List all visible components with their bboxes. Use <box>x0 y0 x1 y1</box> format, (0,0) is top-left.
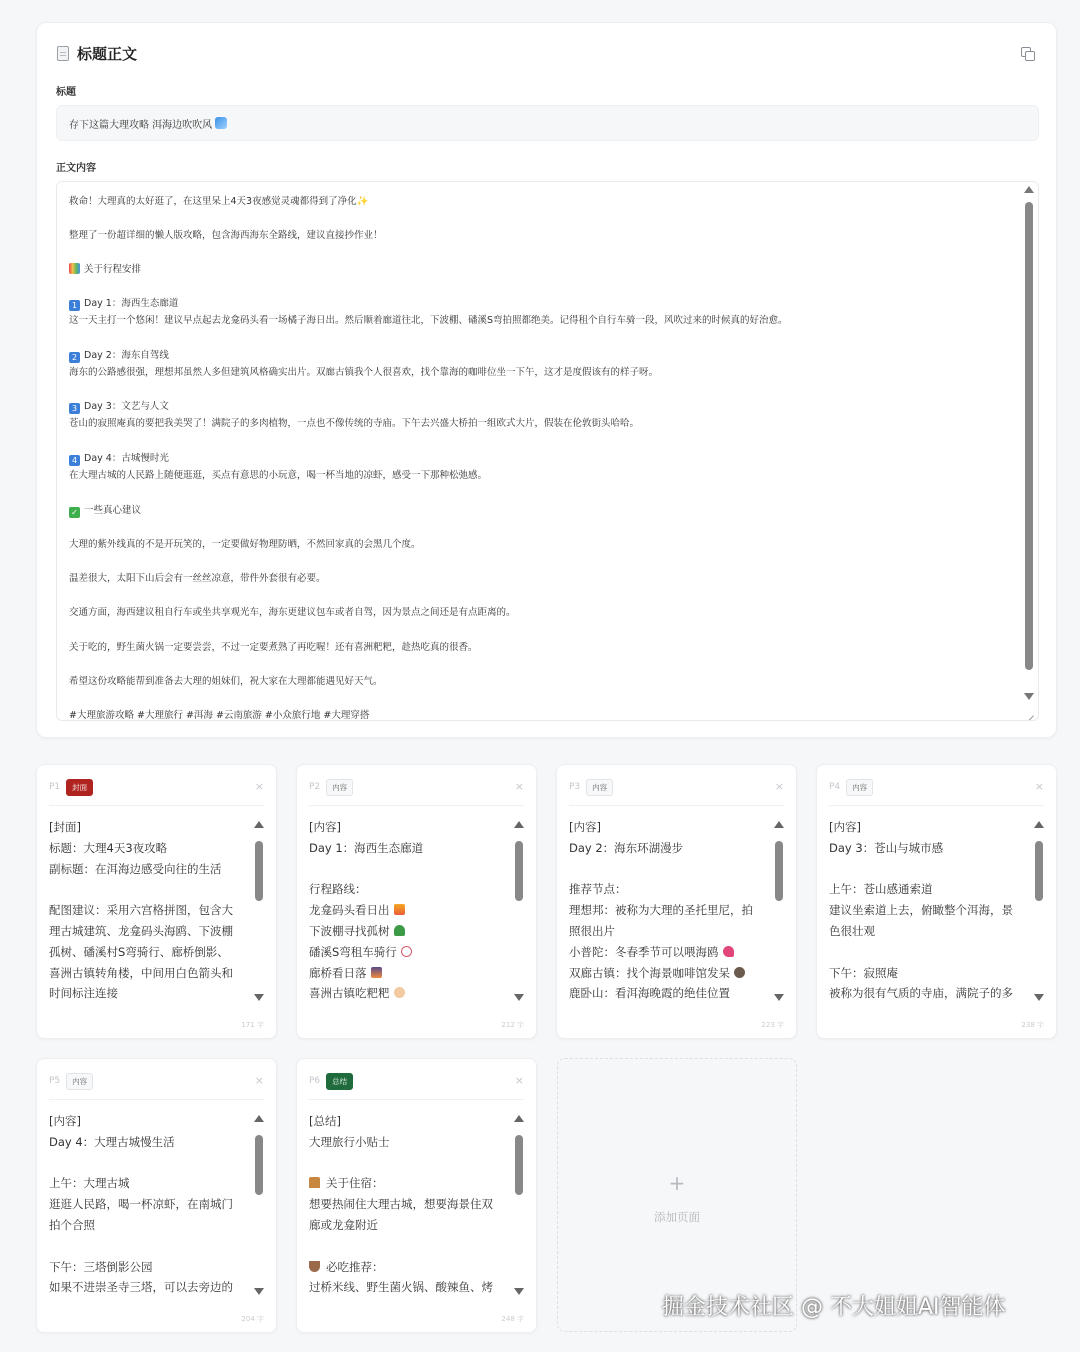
bicycle-icon <box>401 946 412 957</box>
plus-icon: + <box>668 1171 686 1195</box>
content-line: [内容] <box>829 820 861 834</box>
body-line: 希望这份攻略能帮到准备去大理的姐妹们，祝大家在大理都能遇见好天气。 <box>69 676 383 687</box>
body-line: 交通方面，海西建议租自行车或坐共享观光车，海东更建议包车或者自驾，因为景点之间还是有点距离的。 <box>69 607 516 618</box>
content-line: 逛逛人民路，喝一杯凉虾，在南城门 <box>49 1197 233 1212</box>
page-card-p1[interactable] <box>36 764 277 1039</box>
scroll-down-arrow-icon[interactable] <box>1034 994 1044 1001</box>
scroll-thumb[interactable] <box>775 841 783 901</box>
char-count: 238 字 <box>1021 1021 1044 1029</box>
page-card-header <box>829 779 1044 795</box>
divider <box>309 805 524 806</box>
content-line: 廊或龙龛附近 <box>309 1217 378 1232</box>
body-line: 整理了一份超详细的懒人版攻略，包含海西海东全路线，建议直接抄作业！ <box>69 230 383 241</box>
content-line <box>49 879 249 900</box>
keycap-2-icon: 2 <box>69 352 80 363</box>
content-line: 上午：苍山感通索道 <box>829 882 933 897</box>
content-line: Day 2：海东环湖漫步 <box>569 840 684 855</box>
content-line: 下波棚寻找孤树 <box>309 921 509 942</box>
char-count: 212 字 <box>501 1021 524 1029</box>
content-line: 喜洲古镇吃粑粑 <box>309 983 509 1004</box>
close-icon[interactable]: × <box>254 1074 264 1087</box>
content-line: 下午：寂照庵 <box>829 965 898 980</box>
page-number: P3 <box>569 782 581 792</box>
body-scrollbar[interactable] <box>1024 186 1034 700</box>
add-page-label: 添加页面 <box>654 1210 700 1224</box>
char-count: 204 字 <box>241 1315 264 1323</box>
body-line: 海东的公路感很强，理想邦虽然人多但建筑风格确实出片。双廊古镇我个人很喜欢，找个靠海的咖啡位坐一下午，这才是度假该有的样子呀。 <box>69 367 659 378</box>
content-line: 过桥米线、野生菌火锅、酸辣鱼、烤 <box>309 1280 493 1295</box>
content-line: 推荐节点： <box>569 882 627 897</box>
scroll-up-arrow-icon[interactable] <box>1034 821 1044 828</box>
divider <box>49 1099 264 1100</box>
page-card-p4[interactable] <box>816 764 1057 1039</box>
content-line: 下午：三塔倒影公园 <box>49 1259 153 1274</box>
close-icon[interactable]: × <box>514 1074 524 1087</box>
page-number: P2 <box>309 782 321 792</box>
content-line: Day 4：大理古城慢生活 <box>49 1134 175 1149</box>
scroll-down-arrow-icon[interactable] <box>1024 693 1034 700</box>
char-count: 223 字 <box>761 1021 784 1029</box>
content-line: 喜洲古镇转角楼，中间用白色箭头和 <box>49 965 233 980</box>
content-line: Day 1：海西生态廊道 <box>309 840 424 855</box>
content-line <box>49 1153 249 1174</box>
content-line: 如果不进崇圣寺三塔，可以去旁边的 <box>49 1280 233 1295</box>
page-card-header <box>569 779 784 795</box>
content-line: [总结] <box>309 1114 341 1128</box>
content-line: 孤树、磻溪村S弯骑行、廊桥倒影、 <box>49 944 229 959</box>
divider <box>829 805 1044 806</box>
page-card-header <box>49 779 264 795</box>
bird-icon <box>723 946 734 957</box>
content-line: 廊桥看日落 <box>309 963 509 984</box>
content-line: 双廊古镇：找个海景咖啡馆发呆 <box>569 963 769 984</box>
watermark: 掘金技术社区 @ 不大姐姐AI智能体 <box>662 1295 1006 1320</box>
keycap-1-icon: 1 <box>69 300 80 311</box>
content-line: 想要热闹住大理古城，想要海景住双 <box>309 1197 493 1212</box>
page-scrollbar[interactable] <box>254 1115 264 1295</box>
divider <box>49 805 264 806</box>
page-scrollbar[interactable] <box>774 821 784 1001</box>
page-scrollbar[interactable] <box>514 821 524 1001</box>
body-line: 2 Day 2：海东自驾线 <box>69 347 169 363</box>
content-line: 拍个合照 <box>49 1217 95 1232</box>
content-line: 副标题：在洱海边感受向往的生活 <box>49 861 222 876</box>
content-line <box>569 859 769 880</box>
content-line: 被称为很有气质的寺庙，满院子的多 <box>829 986 1013 1001</box>
page-content[interactable] <box>309 1111 509 1311</box>
page-scrollbar[interactable] <box>1034 821 1044 1001</box>
scroll-thumb[interactable] <box>1035 841 1043 901</box>
scroll-thumb[interactable] <box>515 841 523 901</box>
content-line: 磻溪S弯租车骑行 <box>309 942 509 963</box>
page-type-tag: 封面 <box>66 779 93 796</box>
page-card-p2[interactable] <box>296 764 537 1039</box>
content-line: 鹿卧山：看洱海晚霞的绝佳位置 <box>569 986 730 1001</box>
content-line: [内容] <box>49 1114 81 1128</box>
content-line <box>309 1153 509 1174</box>
scroll-thumb[interactable] <box>255 841 263 901</box>
body-line: #大理旅游攻略 #大理旅行 #洱海 #云南旅游 #小众旅行地 #大理穿搭 <box>69 710 370 721</box>
document-icon <box>57 46 69 61</box>
char-count: 248 字 <box>501 1315 524 1323</box>
page-scrollbar[interactable] <box>254 821 264 1001</box>
resize-handle-icon[interactable] <box>1024 706 1036 718</box>
content-line: 必吃推荐： <box>309 1257 509 1278</box>
scroll-up-arrow-icon[interactable] <box>254 821 264 828</box>
page-content[interactable] <box>49 1111 249 1311</box>
char-count: 171 字 <box>241 1021 264 1029</box>
scroll-down-arrow-icon[interactable] <box>514 994 524 1001</box>
content-line: 色很壮观 <box>829 923 875 938</box>
scroll-up-arrow-icon[interactable] <box>1024 186 1034 193</box>
scroll-thumb[interactable] <box>255 1135 263 1195</box>
page-content[interactable] <box>569 817 769 1017</box>
content-line: 大理旅行小贴士 <box>309 1134 390 1149</box>
page-number: P5 <box>49 1076 61 1086</box>
wave-emoji-icon <box>215 117 227 129</box>
body-textarea[interactable] <box>56 181 1039 721</box>
content-line: 龙龛码头看日出 <box>309 900 509 921</box>
content-line: [内容] <box>309 820 341 834</box>
body-line: 大理的紫外线真的不是开玩笑的，一定要做好物理防晒，不然回家真的会黑几个度。 <box>69 539 421 550</box>
bowl-icon <box>309 1261 320 1272</box>
page-number: P6 <box>309 1076 321 1086</box>
body-line: ✓ 一些真心建议 <box>69 502 141 518</box>
page-number: P1 <box>49 782 61 792</box>
body-line: 苍山的寂照庵真的要把我美哭了！满院子的多肉植物，一点也不像传统的寺庙。下午去兴盛大桥拍一组欧式大片，假装在伦敦街头哈哈。 <box>69 418 640 429</box>
page-type-tag: 总结 <box>326 1073 353 1090</box>
scroll-up-arrow-icon[interactable] <box>254 1115 264 1122</box>
content-line: 行程路线： <box>309 882 367 897</box>
page-card-header <box>309 779 524 795</box>
page-content[interactable] <box>829 817 1029 1017</box>
page-card-header <box>309 1073 524 1089</box>
page-type-tag: 内容 <box>586 779 613 796</box>
content-line: [内容] <box>569 820 601 834</box>
copy-icon[interactable] <box>1021 47 1034 60</box>
page-content[interactable] <box>309 817 509 1017</box>
content-line: 照很出片 <box>569 923 615 938</box>
content-line: 建议坐索道上去，俯瞰整个洱海，景 <box>829 903 1013 918</box>
divider <box>309 1099 524 1100</box>
check-mark-icon: ✓ <box>69 507 80 518</box>
tree-icon <box>394 925 405 936</box>
body-label: 正文内容 <box>56 163 96 174</box>
content-line <box>829 859 1029 880</box>
scroll-up-arrow-icon[interactable] <box>774 821 784 828</box>
page-card-p5[interactable] <box>36 1058 277 1333</box>
body-line: 关于行程安排 <box>69 261 141 275</box>
title-input[interactable] <box>56 105 1039 141</box>
house-icon <box>309 1177 320 1188</box>
body-line: 3 Day 3：文艺与人文 <box>69 398 169 414</box>
page-type-tag: 内容 <box>846 779 873 796</box>
sunset-icon <box>371 967 382 978</box>
content-line: Day 3：苍山与城市感 <box>829 840 944 855</box>
content-line <box>309 859 509 880</box>
panel-title: 标题正文 <box>77 45 138 63</box>
page-card-p3[interactable] <box>556 764 797 1039</box>
close-icon[interactable]: × <box>254 780 264 793</box>
content-line <box>49 1236 249 1257</box>
body-line: 这一天主打一个悠闲！建议早点起去龙龛码头看一场橘子海日出。然后顺着廊道往北，下波棚、磻溪S弯拍照都绝美。记得租个自行车骑一段，风吹过来的时候真的好治愈。 <box>69 315 788 326</box>
content-line: 关于住宿： <box>309 1173 509 1194</box>
content-line <box>309 1236 509 1257</box>
scroll-down-arrow-icon[interactable] <box>254 994 264 1001</box>
content-line: 理想邦：被称为大理的圣托里尼，拍 <box>569 903 753 918</box>
content-line: 小普陀：冬春季节可以喂海鸥 <box>569 942 769 963</box>
body-line: 救命！大理真的太好逛了，在这里呆上4天3夜感觉灵魂都得到了净化✨ <box>69 196 369 207</box>
panel-header <box>57 43 137 64</box>
content-line <box>829 942 1029 963</box>
body-line: 温差很大，太阳下山后会有一丝丝凉意，带件外套很有必要。 <box>69 573 326 584</box>
title-label: 标题 <box>56 87 76 98</box>
content-line: 时间标注连接 <box>49 986 118 1001</box>
page-content[interactable] <box>49 817 249 1017</box>
page-card-header <box>49 1073 264 1089</box>
page-scrollbar[interactable] <box>514 1115 524 1295</box>
title-value: 存下这篇大理攻略 洱海边吹吹风 <box>69 119 213 131</box>
coffee-icon <box>734 967 745 978</box>
content-line: 标题：大理4天3夜攻略 <box>49 840 168 855</box>
title-body-panel <box>36 22 1057 738</box>
rainbow-icon <box>69 263 80 274</box>
scroll-down-arrow-icon[interactable] <box>774 994 784 1001</box>
content-line: 理古城建筑、龙龛码头海鸥、下波棚 <box>49 923 233 938</box>
scroll-thumb[interactable] <box>1025 202 1033 670</box>
content-line: 上午：大理古城 <box>49 1176 130 1191</box>
scroll-down-arrow-icon[interactable] <box>254 1288 264 1295</box>
body-line: 在大理古城的人民路上随便逛逛，买点有意思的小玩意，喝一杯当地的凉虾，感受一下那种松弛感。 <box>69 470 488 481</box>
divider <box>569 805 784 806</box>
page-type-tag: 内容 <box>66 1073 93 1090</box>
flatbread-icon <box>394 987 405 998</box>
content-line: 配图建议：采用六宫格拼图，包含大 <box>49 903 233 918</box>
scroll-up-arrow-icon[interactable] <box>514 1115 524 1122</box>
close-icon[interactable]: × <box>1034 780 1044 793</box>
body-line: 4 Day 4：古城慢时光 <box>69 450 169 466</box>
body-line: 关于吃的，野生菌火锅一定要尝尝，不过一定要煮熟了再吃喔！还有喜洲粑粑，趁热吃真的很香。 <box>69 642 478 653</box>
scroll-up-arrow-icon[interactable] <box>514 821 524 828</box>
body-line: 1 Day 1：海西生态廊道 <box>69 295 178 311</box>
page-card-p6[interactable] <box>296 1058 537 1333</box>
sunrise-icon <box>394 904 405 915</box>
keycap-4-icon: 4 <box>69 455 80 466</box>
close-icon[interactable]: × <box>514 780 524 793</box>
page-number: P4 <box>829 782 841 792</box>
scroll-thumb[interactable] <box>515 1135 523 1195</box>
close-icon[interactable]: × <box>774 780 784 793</box>
page-type-tag: 内容 <box>326 779 353 796</box>
content-line: [封面] <box>49 820 81 834</box>
scroll-down-arrow-icon[interactable] <box>514 1288 524 1295</box>
keycap-3-icon: 3 <box>69 403 80 414</box>
